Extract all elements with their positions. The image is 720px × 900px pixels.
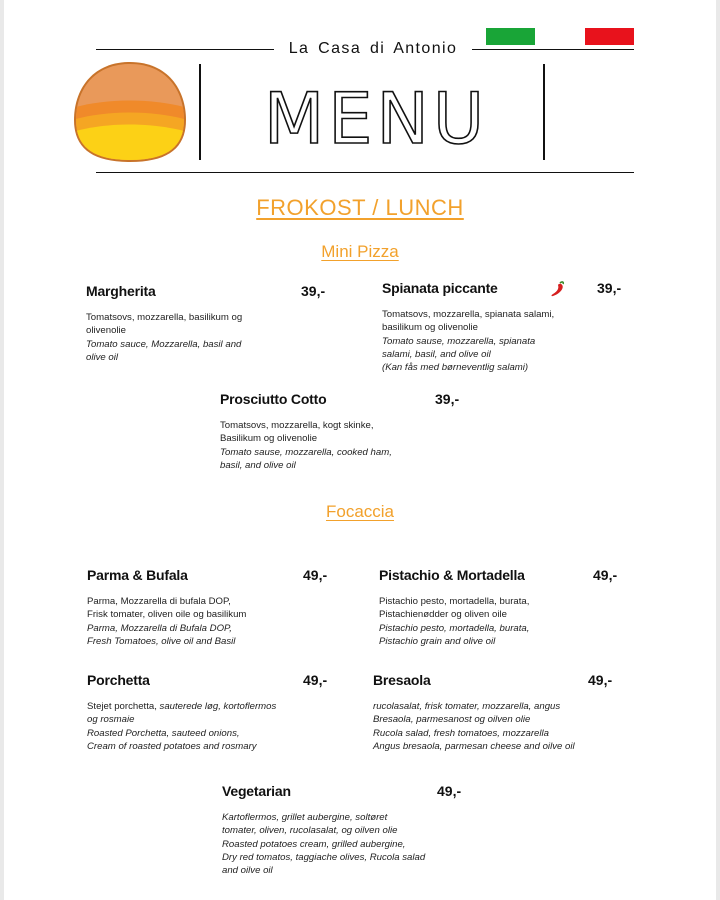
header-bottom-rule bbox=[96, 172, 634, 173]
desc-line-english: Tomato sauce, Mozzarella, basil and bbox=[86, 338, 242, 350]
desc-line-english: Roasted Porchetta, sauteed onions, bbox=[87, 727, 240, 739]
chili-pepper-icon bbox=[550, 280, 566, 298]
menu-title: MENU bbox=[263, 78, 489, 160]
item-price: 49,- bbox=[437, 783, 462, 799]
desc-line: tomater, oliven, rucolasalat, og oilven olie bbox=[222, 825, 398, 837]
item-price: 39,- bbox=[301, 283, 326, 299]
desc-line-english: olive oil bbox=[86, 351, 118, 363]
item-name: Parma & Bufala bbox=[87, 567, 188, 583]
category-title-mini-pizza: Mini Pizza bbox=[321, 242, 399, 261]
item-description bbox=[86, 311, 242, 364]
item-description bbox=[87, 700, 276, 753]
header-top-rule-right bbox=[472, 49, 634, 50]
item-name: Bresaola bbox=[373, 672, 431, 688]
item-name: Spianata piccante bbox=[382, 280, 498, 296]
item-name: Porchetta bbox=[87, 672, 150, 688]
desc-line-english: Roasted potatoes cream, grilled aubergine, bbox=[222, 838, 406, 850]
header-top-rule-left bbox=[96, 49, 274, 50]
desc-line-english: Dry red tomatos, taggiache olives, Rucola salad bbox=[222, 851, 426, 863]
logo-icon bbox=[72, 58, 188, 166]
item-description bbox=[220, 419, 392, 472]
desc-line-english: and oilve oil bbox=[222, 865, 273, 877]
desc-line: olivenolie bbox=[86, 325, 127, 337]
desc-line: rucolasalat, frisk tomater, mozzarella, angus bbox=[373, 701, 561, 712]
section-title: FROKOST / LUNCH bbox=[256, 195, 464, 220]
desc-line-english: Rucola salad, fresh tomatoes, mozzarella bbox=[373, 727, 549, 739]
desc-line: Tomatsovs, mozzarella, spianata salami, bbox=[382, 309, 555, 320]
item-description bbox=[373, 700, 575, 753]
header-divider-left bbox=[199, 64, 201, 160]
item-name: Prosciutto Cotto bbox=[220, 391, 327, 407]
desc-fragment: Stejet porchetta, bbox=[87, 701, 160, 712]
desc-line-english: Pistachio grain and olive oil bbox=[379, 635, 496, 647]
desc-line: Tomatsovs, mozzarella, basilikum og bbox=[86, 312, 243, 323]
desc-line-english: Angus bresaola, parmesan cheese and oilve oil bbox=[373, 740, 575, 752]
item-price: 49,- bbox=[303, 567, 328, 583]
desc-line: Basilikum og olivenolie bbox=[220, 433, 318, 445]
item-description bbox=[379, 595, 529, 648]
flag-green-stripe bbox=[486, 28, 535, 45]
desc-line-english: Cream of roasted potatoes and rosmary bbox=[87, 740, 257, 752]
desc-line-english: Parma, Mozzarella di Bufala DOP, bbox=[87, 622, 232, 634]
italian-flag-icon bbox=[486, 28, 634, 45]
item-price: 39,- bbox=[435, 391, 460, 407]
desc-line: Pistachienødder og oliven oile bbox=[379, 609, 507, 621]
desc-line-note: (Kan fås med børneventlig salami) bbox=[382, 362, 529, 374]
desc-line-english: salami, basil, and olive oil bbox=[382, 348, 491, 360]
desc-line-mixed bbox=[87, 700, 276, 713]
menu-page bbox=[4, 0, 716, 900]
restaurant-name: La Casa di Antonio bbox=[288, 40, 458, 57]
desc-line: basilikum og olivenolie bbox=[382, 322, 478, 334]
desc-line: Frisk tomater, oliven oile og basilikum bbox=[87, 609, 247, 621]
desc-line: Pistachio pesto, mortadella, burata, bbox=[379, 596, 530, 607]
item-price: 49,- bbox=[588, 672, 613, 688]
category-title-focaccia: Focaccia bbox=[325, 502, 395, 521]
desc-line-english: Pistachio pesto, mortadella, burata, bbox=[379, 622, 530, 634]
item-name: Margherita bbox=[86, 283, 156, 299]
item-name: Vegetarian bbox=[222, 783, 291, 799]
item-price: 49,- bbox=[303, 672, 328, 688]
item-price: 39,- bbox=[597, 280, 622, 296]
desc-line: Tomatsovs, mozzarella, kogt skinke, bbox=[220, 420, 374, 431]
desc-line-english: og rosmaie bbox=[87, 714, 135, 726]
flag-red-stripe bbox=[585, 28, 634, 45]
desc-line-english: Tomato sause, mozzarella, cooked ham, bbox=[220, 446, 392, 458]
desc-line: Parma, Mozzarella di bufala DOP, bbox=[87, 596, 231, 607]
desc-line-english: Tomato sause, mozzarella, spianata bbox=[382, 335, 536, 347]
flag-white-stripe bbox=[535, 28, 584, 45]
desc-fragment-italic: sauterede løg, kortoflermos bbox=[159, 701, 277, 712]
desc-line: Kartoflermos, grillet aubergine, soltøret bbox=[222, 812, 388, 823]
desc-line-english: Fresh Tomatoes, olive oil and Basil bbox=[87, 635, 236, 647]
desc-line-english: basil, and olive oil bbox=[220, 459, 296, 471]
item-description bbox=[382, 308, 554, 374]
item-description bbox=[222, 811, 425, 877]
item-price: 49,- bbox=[593, 567, 618, 583]
desc-line: Bresaola, parmesanost og oilven olie bbox=[373, 714, 531, 726]
item-name: Pistachio & Mortadella bbox=[379, 567, 525, 583]
item-description bbox=[87, 595, 246, 648]
